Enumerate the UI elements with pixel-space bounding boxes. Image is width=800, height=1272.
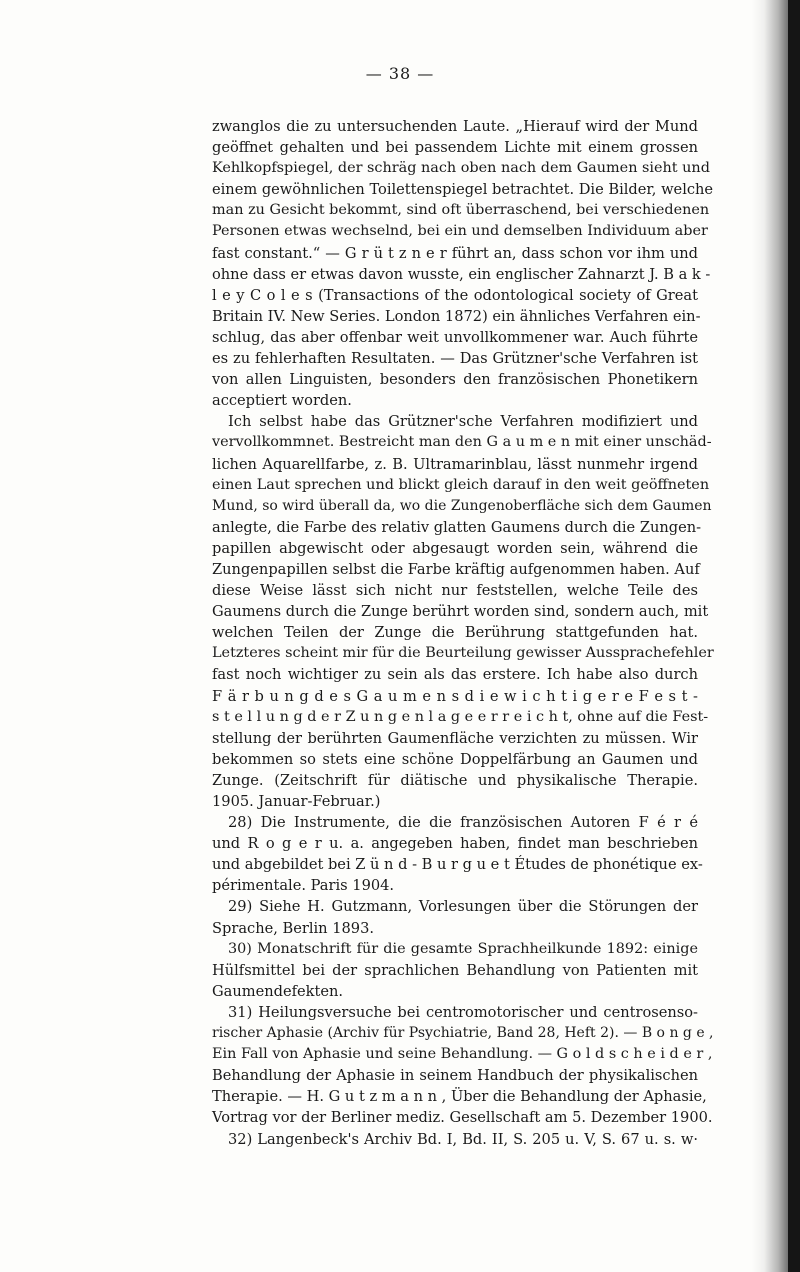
text-line: Zungenpapillen selbst die Farbe kräftig aufgenommen haben. Auf bbox=[212, 560, 700, 578]
text-line: bekommen so stets eine schöne Doppelfärbung an Gaumen und bbox=[212, 750, 698, 768]
text-line: von allen Linguisten, besonders den französischen Phonetikern bbox=[212, 371, 698, 389]
text-line: zwanglos die zu untersuchenden Laute. „Hierauf wird der Mund bbox=[212, 118, 698, 135]
text-line: Zunge. (Zeitschrift für diätische und physikalische Therapie. bbox=[212, 771, 698, 789]
text-line: F ä r b u n g d e s G a u m e n s d i e w i c h t i g e r e F e s t - bbox=[212, 687, 698, 705]
text-line: 1905. Januar-Februar.) bbox=[212, 793, 381, 810]
text-line: und R o g e r u. a. angegeben haben, findet man beschrieben bbox=[212, 835, 698, 853]
text-line: welchen Teilen der Zunge die Berührung stattgefunden hat. bbox=[212, 624, 698, 642]
text-line: fast noch wichtiger zu sein als das erstere. Ich habe also durch bbox=[212, 666, 698, 684]
text-line: rischer Aphasie (Archiv für Psychiatrie, Band 28, Heft 2). — B o n g e , bbox=[212, 1025, 714, 1042]
text-line: 30) Monatschrift für die gesamte Sprachheilkunde 1892: einige bbox=[228, 940, 698, 957]
text-line: Hülfsmittel bei der sprachlichen Behandlung von Patienten mit bbox=[212, 961, 698, 979]
text-line: es zu fehlerhaften Resultaten. — Das Grützner'sche Verfahren ist bbox=[212, 350, 698, 368]
text-line: Ich selbst habe das Grützner'sche Verfahren modifiziert und bbox=[228, 413, 698, 431]
text-line: schlug, das aber offenbar weit unvollkommener war. Auch führte bbox=[212, 328, 698, 346]
text-line: acceptiert worden. bbox=[212, 392, 352, 410]
text-line: 32) Langenbeck's Archiv Bd. I, Bd. II, S. 205 u. V, S. 67 u. s. w· bbox=[228, 1130, 698, 1148]
text-line: und abgebildet bei Z ü n d - B u r g u e t Études de phonétique ex- bbox=[212, 856, 703, 874]
text-line: Britain IV. New Series. London 1872) ein ähnliches Verfahren ein- bbox=[212, 307, 701, 325]
text-line: périmentale. Paris 1904. bbox=[212, 877, 395, 895]
text-line: einem gewöhnlichen Toilettenspiegel betrachtet. Die Bilder, welche bbox=[212, 181, 714, 199]
text-line: diese Weise lässt sich nicht nur feststellen, welche Teile des bbox=[212, 582, 698, 600]
text-line: Behandlung der Aphasie in seinem Handbuch der physikalischen bbox=[212, 1067, 698, 1085]
text-line: Gaumens durch die Zunge berührt worden sind, sondern auch, mit bbox=[212, 603, 709, 621]
page-number: — 38 — bbox=[365, 64, 435, 83]
book-binding-edge bbox=[788, 0, 800, 1272]
text-line: ohne dass er etwas davon wusste, ein englischer Zahnarzt J. B a k - bbox=[212, 265, 711, 283]
text-line: Therapie. — H. G u t z m a n n , Über die Behandlung der Aphasie, bbox=[212, 1088, 707, 1106]
text-line: geöffnet gehalten und bei passendem Lichte mit einem grossen bbox=[212, 139, 698, 157]
text-line: lichen Aquarellfarbe, z. B. Ultramarinblau, lässt nunmehr irgend bbox=[212, 455, 698, 473]
text-line: 29) Siehe H. Gutzmann, Vorlesungen über die Störungen der bbox=[228, 898, 698, 916]
text-line: einen Laut sprechen und blickt gleich darauf in den weit geöffneten bbox=[212, 476, 710, 493]
text-line: 28) Die Instrumente, die die französischen Autoren F é r é bbox=[228, 814, 698, 832]
text-line: Vortrag vor der Berliner mediz. Gesellschaft am 5. Dezember 1900. bbox=[212, 1109, 713, 1127]
text-line: Kehlkopfspiegel, der schräg nach oben nach dem Gaumen sieht und bbox=[212, 160, 710, 177]
text-line: Ein Fall von Aphasie und seine Behandlung. — G o l d s c h e i d e r , bbox=[212, 1046, 713, 1063]
text-line: Mund, so wird überall da, wo die Zungenoberfläche sich dem Gaumen bbox=[212, 497, 712, 514]
text-line: fast constant.“ — G r ü t z n e r führt an, dass schon vor ihm und bbox=[212, 244, 698, 262]
body-text bbox=[212, 116, 714, 1150]
text-line: Sprache, Berlin 1893. bbox=[212, 919, 374, 937]
text-line: Letzteres scheint mir für die Beurteilung gewisser Aussprachefehler bbox=[212, 645, 714, 662]
text-line: anlegte, die Farbe des relativ glatten Gaumens durch die Zungen- bbox=[212, 518, 702, 536]
text-line: papillen abgewischt oder abgesaugt worden sein, während die bbox=[212, 539, 698, 557]
text-line: s t e l l u n g d e r Z u n g e n l a g e e r r e i c h t, ohne auf die Fest- bbox=[212, 708, 709, 725]
text-line: l e y C o l e s (Transactions of the odontological society of Great bbox=[212, 286, 698, 304]
text-line: Gaumendefekten. bbox=[212, 982, 344, 1000]
text-line: 31) Heilungsversuche bei centromotorischer und centrosenso- bbox=[228, 1003, 698, 1021]
text-line: Personen etwas wechselnd, bei ein und demselben Individuum aber bbox=[212, 223, 708, 240]
text-line: stellung der berührten Gaumenfläche verzichten zu müssen. Wir bbox=[212, 729, 698, 747]
text-line: man zu Gesicht bekommt, sind oft überraschend, bei verschiedenen bbox=[212, 202, 710, 219]
text-line: vervollkommnet. Bestreicht man den G a u m e n mit einer unschäd- bbox=[212, 434, 712, 451]
